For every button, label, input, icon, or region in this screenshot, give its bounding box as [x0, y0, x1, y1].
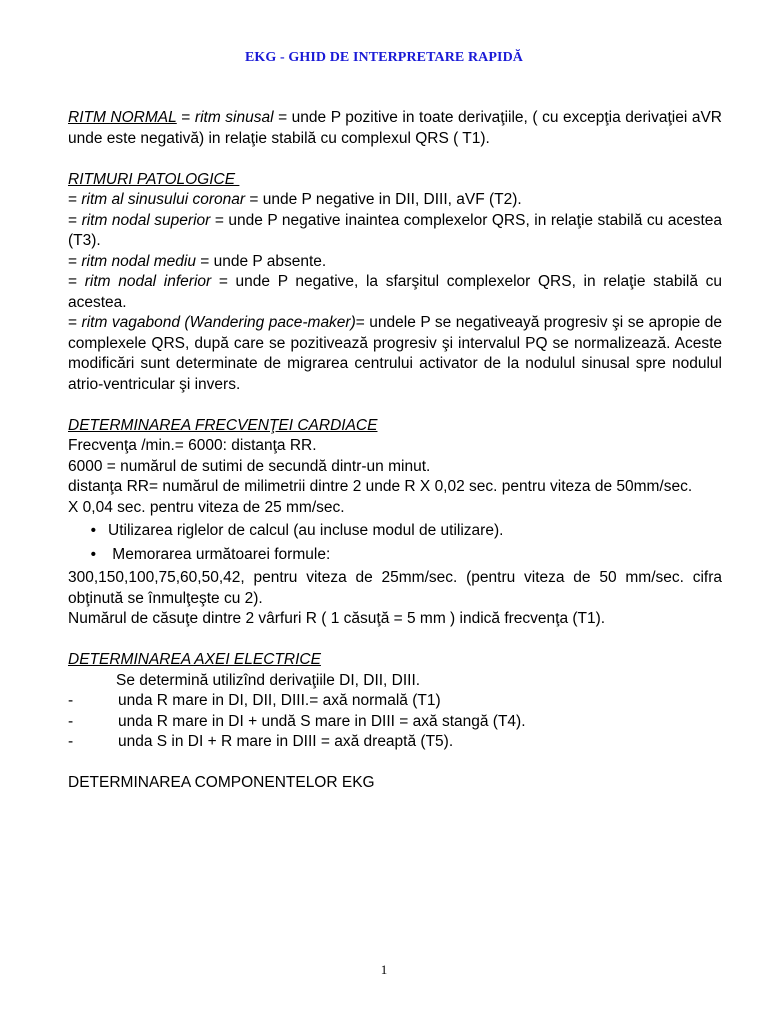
axa-item	[68, 691, 722, 712]
axa-heading-line	[68, 650, 722, 671]
item-prefix: =	[68, 273, 85, 290]
bullet-icon: •	[90, 522, 96, 539]
item-term: ritm nodal superior	[81, 211, 211, 229]
frecventa-line: Frecvenţa /min.= 6000: distanţa RR.	[68, 437, 317, 454]
ritm-normal-eq: =	[176, 109, 195, 126]
item-term: ritm nodal mediu	[81, 252, 196, 270]
page-number: 1	[380, 962, 388, 977]
axa-heading: DETERMINAREA AXEI ELECTRICE	[68, 651, 321, 668]
item-prefix: =	[68, 211, 82, 229]
dash-mark: -	[68, 733, 74, 750]
axa-item	[68, 712, 722, 733]
axa-item	[68, 732, 722, 753]
dash-mark: -	[68, 692, 74, 709]
bullet-item	[68, 545, 722, 566]
componente-heading: DETERMINAREA COMPONENTELOR EKG	[68, 774, 375, 791]
axa-item-text: unda S in DI + R mare in DIII = axă dreaptă (T5).	[118, 733, 454, 750]
ritm-normal-paragraph	[68, 108, 722, 149]
item-prefix: =	[68, 191, 82, 208]
item-text: = unde P negative, la sfarşitul complexelor QRS, in relaţie stabilă cu acestea.	[68, 273, 722, 311]
ritmuri-item	[68, 272, 722, 313]
page-title: EKG - GHID DE INTERPRETARE RAPIDĂ	[244, 50, 523, 65]
axa-item-text: unda R mare in DI + undă S mare in DIII = axă stangă (T4).	[118, 712, 526, 730]
axa-intro: Se determină utilizînd derivaţiile DI, DII, DIII.	[116, 671, 421, 689]
ritm-normal-heading: RITM NORMAL	[68, 109, 177, 126]
ritm-normal-term: ritm sinusal	[194, 109, 274, 126]
ritmuri-item	[68, 313, 722, 395]
item-term: ritm al sinusului coronar	[81, 191, 246, 208]
frecventa-line: Numărul de căsuţe dintre 2 vârfuri R ( 1 căsuţă = 5 mm ) indică frecvenţa (T1).	[68, 610, 606, 627]
axa-item-text: unda R mare in DI, DII, DIII.= axă normală (T1)	[118, 692, 441, 709]
frecventa-line: 6000 = numărul de sutimi de secundă dintr-un minut.	[68, 457, 431, 475]
item-text: = unde P negative inaintea complexelor QRS, in relaţie stabilă cu acestea (T3).	[68, 211, 723, 249]
bullet-text: Utilizarea riglelor de calcul (au incluse modul de utilizare).	[108, 522, 504, 539]
dash-mark: -	[68, 712, 74, 730]
ritmuri-heading: RITMURI PATOLOGICE	[68, 170, 240, 188]
item-term: ritm vagabond (Wandering pace-maker)	[81, 314, 356, 331]
bullet-text: Memorarea următoarei formule:	[108, 545, 331, 563]
frecventa-line: X 0,04 sec. pentru viteza de 25 mm/sec.	[68, 498, 345, 516]
document-body	[68, 108, 722, 794]
bullet-icon: •	[90, 545, 96, 563]
item-prefix: =	[68, 252, 82, 270]
frecventa-heading-line	[68, 416, 722, 437]
ritmuri-item	[68, 252, 722, 273]
item-term: ritm nodal inferior	[84, 273, 212, 290]
item-prefix: =	[68, 314, 82, 331]
frecventa-line: 300,150,100,75,60,50,42, pentru viteza de 25mm/sec. (pentru viteza de 50 mm/sec. cifra obţinută se înmulţeşte cu 2).	[68, 569, 722, 607]
ritm-normal-text: = unde P pozitive in toate derivaţiile, ( cu excepţia derivaţiei aVR unde este negativă) in relaţie stabilă cu complexul QRS ( T1).	[68, 109, 723, 147]
bullet-item	[68, 521, 722, 542]
ritmuri-item	[68, 211, 722, 252]
frecventa-heading: DETERMINAREA FRECVENŢEI CARDIACE	[68, 416, 378, 434]
frecventa-line: distanţa RR= numărul de milimetrii dintre 2 unde R X 0,02 sec. pentru viteza de 50mm/sec.	[68, 478, 693, 495]
item-text: = unde P negative in DII, DIII, aVF (T2).	[245, 191, 522, 208]
item-text: = unde P absente.	[195, 252, 327, 270]
ritmuri-item	[68, 190, 722, 211]
ritmuri-heading-line	[68, 170, 722, 191]
item-text: = undele P se negativeayă progresiv şi se apropie de complexele QRS, după care se pozitivează progresiv şi intervalul PQ se normalizează. Aceste modificări sunt determinate de migrarea centrului activator de la nodulul sinusal spre nodulul atrio-ventricular şi invers.	[68, 314, 723, 393]
